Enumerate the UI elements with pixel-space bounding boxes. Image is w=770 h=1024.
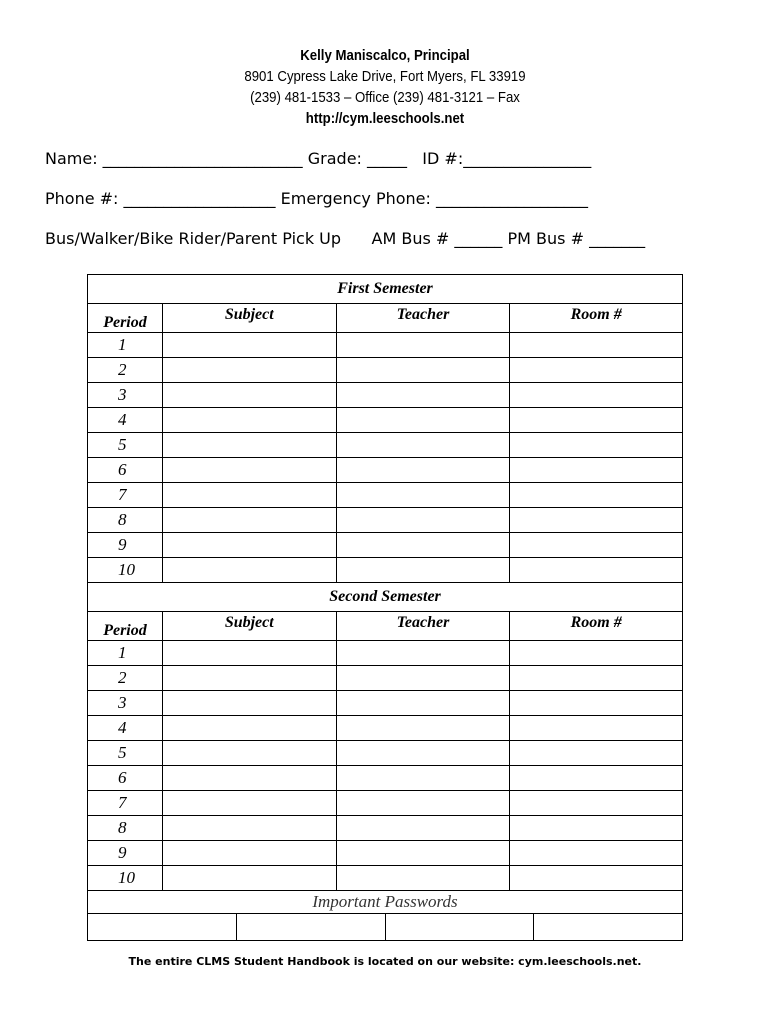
subject-cell[interactable] — [162, 766, 336, 791]
period-number: 3 — [88, 691, 163, 716]
teacher-cell[interactable] — [336, 483, 510, 508]
room-cell[interactable] — [510, 791, 683, 816]
room-cell[interactable] — [510, 716, 683, 741]
period-number: 7 — [88, 483, 163, 508]
period-number: 2 — [88, 358, 163, 383]
teacher-cell[interactable] — [336, 691, 510, 716]
passwords-title: Important Passwords — [88, 891, 683, 914]
password-cell[interactable] — [236, 914, 385, 941]
teacher-cell[interactable] — [336, 741, 510, 766]
period-number: 10 — [88, 866, 163, 891]
teacher-cell[interactable] — [336, 433, 510, 458]
passwords-grid — [87, 913, 683, 941]
subject-cell[interactable] — [162, 666, 336, 691]
first-semester-row — [88, 508, 683, 533]
subject-cell[interactable] — [162, 508, 336, 533]
second-semester-row — [88, 666, 683, 691]
period-number: 1 — [88, 641, 163, 666]
first-semester-row — [88, 333, 683, 358]
second-semester-row — [88, 866, 683, 891]
teacher-cell[interactable] — [336, 791, 510, 816]
first-semester-row — [88, 358, 683, 383]
teacher-cell[interactable] — [336, 766, 510, 791]
teacher-cell[interactable] — [336, 841, 510, 866]
subject-cell[interactable] — [162, 533, 336, 558]
subject-cell[interactable] — [162, 841, 336, 866]
schedule-table — [87, 274, 683, 914]
room-cell[interactable] — [510, 641, 683, 666]
period-number: 1 — [88, 333, 163, 358]
room-cell[interactable] — [510, 508, 683, 533]
room-cell[interactable] — [510, 666, 683, 691]
second-semester-row — [88, 791, 683, 816]
room-cell[interactable] — [510, 766, 683, 791]
subject-cell[interactable] — [162, 558, 336, 583]
room-cell[interactable] — [510, 816, 683, 841]
password-cell[interactable] — [534, 914, 683, 941]
second-semester-row — [88, 641, 683, 666]
teacher-cell[interactable] — [336, 641, 510, 666]
period-number: 9 — [88, 841, 163, 866]
period-number: 2 — [88, 666, 163, 691]
period-number: 6 — [88, 458, 163, 483]
period-number: 4 — [88, 408, 163, 433]
period-number: 3 — [88, 383, 163, 408]
second-semester-row — [88, 841, 683, 866]
subject-cell[interactable] — [162, 741, 336, 766]
subject-cell[interactable] — [162, 458, 336, 483]
subject-cell[interactable] — [162, 641, 336, 666]
subject-cell[interactable] — [162, 691, 336, 716]
period-number: 5 — [88, 433, 163, 458]
password-cell[interactable] — [385, 914, 534, 941]
subject-cell[interactable] — [162, 483, 336, 508]
teacher-cell[interactable] — [336, 533, 510, 558]
room-header: Room # — [510, 304, 683, 333]
room-cell[interactable] — [510, 691, 683, 716]
room-cell[interactable] — [510, 458, 683, 483]
teacher-cell[interactable] — [336, 866, 510, 891]
principal-name: Kelly Maniscalco, Principal — [300, 47, 470, 64]
second-semester-row — [88, 816, 683, 841]
subject-cell[interactable] — [162, 358, 336, 383]
subject-cell[interactable] — [162, 408, 336, 433]
subject-cell[interactable] — [162, 866, 336, 891]
room-header: Room # — [510, 612, 683, 641]
subject-header: Subject — [162, 612, 336, 641]
teacher-cell[interactable] — [336, 408, 510, 433]
first-semester-row — [88, 458, 683, 483]
teacher-header: Teacher — [336, 304, 510, 333]
teacher-cell[interactable] — [336, 558, 510, 583]
room-cell[interactable] — [510, 333, 683, 358]
second-semester-row — [88, 741, 683, 766]
period-number: 8 — [88, 508, 163, 533]
first-semester-row — [88, 483, 683, 508]
second-semester-row — [88, 691, 683, 716]
subject-cell[interactable] — [162, 433, 336, 458]
room-cell[interactable] — [510, 358, 683, 383]
period-number: 7 — [88, 791, 163, 816]
room-cell[interactable] — [510, 483, 683, 508]
room-cell[interactable] — [510, 741, 683, 766]
teacher-cell[interactable] — [336, 358, 510, 383]
period-header: Period — [88, 612, 163, 641]
password-cell[interactable] — [88, 914, 237, 941]
second-semester-row — [88, 766, 683, 791]
school-phones: (239) 481-1533 – Office (239) 481-3121 – Fax — [250, 89, 520, 106]
subject-cell[interactable] — [162, 791, 336, 816]
room-cell[interactable] — [510, 533, 683, 558]
first-semester-row — [88, 408, 683, 433]
teacher-cell[interactable] — [336, 666, 510, 691]
room-cell[interactable] — [510, 408, 683, 433]
period-header: Period — [88, 304, 163, 333]
teacher-cell[interactable] — [336, 716, 510, 741]
second-semester-title: Second Semester — [88, 583, 683, 612]
first-semester-row — [88, 433, 683, 458]
room-cell[interactable] — [510, 866, 683, 891]
period-number: 4 — [88, 716, 163, 741]
subject-cell[interactable] — [162, 383, 336, 408]
school-website: http://cym.leeschools.net — [305, 110, 465, 127]
teacher-cell[interactable] — [336, 333, 510, 358]
teacher-header: Teacher — [336, 612, 510, 641]
first-semester-row — [88, 533, 683, 558]
period-number: 8 — [88, 816, 163, 841]
subject-cell[interactable] — [162, 333, 336, 358]
first-semester-row — [88, 558, 683, 583]
period-number: 10 — [88, 558, 163, 583]
footer-note: The entire CLMS Student Handbook is located on our website: cym.leeschools.net. — [128, 955, 642, 968]
period-number: 5 — [88, 741, 163, 766]
teacher-cell[interactable] — [336, 383, 510, 408]
name-grade-id-line: Name: _________________________ Grade: _____ ID #:________________ — [45, 149, 592, 168]
school-address: 8901 Cypress Lake Drive, Fort Myers, FL 33919 — [244, 68, 526, 85]
teacher-cell[interactable] — [336, 508, 510, 533]
subject-cell[interactable] — [162, 816, 336, 841]
second-semester-row — [88, 716, 683, 741]
room-cell[interactable] — [510, 383, 683, 408]
room-cell[interactable] — [510, 558, 683, 583]
teacher-cell[interactable] — [336, 458, 510, 483]
phone-line: Phone #: ___________________ Emergency Phone: ___________________ — [45, 189, 588, 208]
period-number: 6 — [88, 766, 163, 791]
first-semester-title: First Semester — [88, 275, 683, 304]
teacher-cell[interactable] — [336, 816, 510, 841]
subject-cell[interactable] — [162, 716, 336, 741]
transport-line: Bus/Walker/Bike Rider/Parent Pick Up AM Bus # ______ PM Bus # _______ — [45, 229, 646, 248]
room-cell[interactable] — [510, 433, 683, 458]
first-semester-row — [88, 383, 683, 408]
subject-header: Subject — [162, 304, 336, 333]
period-number: 9 — [88, 533, 163, 558]
room-cell[interactable] — [510, 841, 683, 866]
